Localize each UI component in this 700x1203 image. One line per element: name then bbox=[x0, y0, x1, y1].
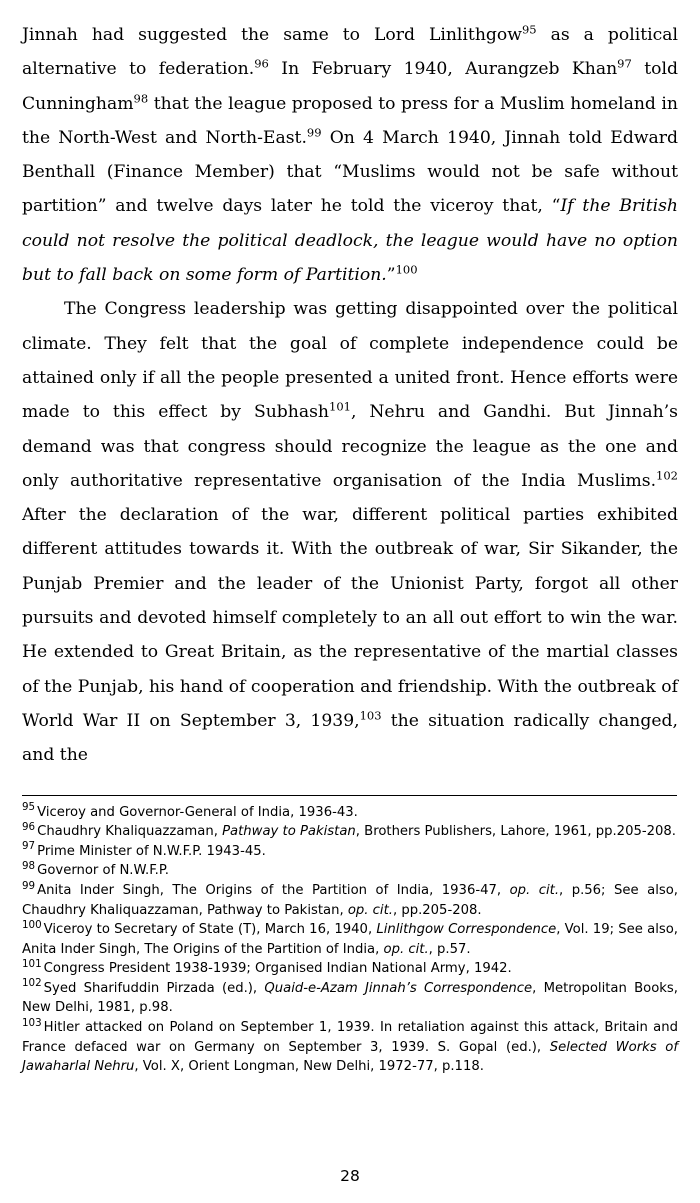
footnote-reference: 98 bbox=[133, 90, 149, 105]
footnote-italic-run: Quaid-e-Azam Jinnah’s Correspondence bbox=[264, 980, 533, 996]
footnote-text-run: , Vol. 19; See also, Anita Inder Singh, The Origins of the Partition of India, bbox=[22, 922, 678, 957]
footnote-marker: 101 bbox=[22, 957, 42, 970]
footnote-italic-run: Selected Works of Jawaharlal Nehru bbox=[22, 1039, 678, 1075]
footnote-text-run: , Metropolitan Books, New Delhi, 1981, p.98. bbox=[22, 980, 678, 1016]
text-run: as a political alternative to federation. bbox=[22, 25, 678, 80]
footnote-text-run: , p.57. bbox=[428, 941, 471, 957]
footnote-item bbox=[22, 803, 678, 823]
body-text-block bbox=[22, 18, 678, 773]
footnote-item bbox=[22, 861, 678, 881]
footnote-text-run: , Vol. X, Orient Longman, New Delhi, 1972-77, p.118. bbox=[134, 1059, 484, 1075]
footnote-text-run: , Brothers Publishers, Lahore, 1961, pp.205-208. bbox=[355, 824, 676, 840]
text-run: told Cunningham bbox=[22, 59, 678, 114]
footnote-text-run: Syed Sharifuddin Pirzada (ed.), bbox=[43, 980, 265, 996]
footnote-marker: 103 bbox=[22, 1016, 42, 1029]
footnote-reference: 100 bbox=[395, 262, 418, 277]
footnote-marker: 95 bbox=[22, 801, 36, 814]
footnote-italic-run: Pathway to Pakistan bbox=[222, 824, 356, 840]
footnote-reference: 96 bbox=[254, 56, 269, 71]
footnotes-block bbox=[22, 795, 678, 1077]
footnote-text-run: Congress President 1938-1939; Organised Indian National Army, 1942. bbox=[43, 961, 512, 977]
footnote-reference: 101 bbox=[329, 399, 351, 414]
footnote-text-run: Viceroy to Secretary of State (T), March 16, 1940, bbox=[43, 922, 377, 938]
footnote-separator-rule bbox=[22, 795, 677, 796]
footnote-text-run: Governor of N.W.F.P. bbox=[37, 863, 169, 879]
footnote-text-run: Prime Minister of N.W.F.P. 1943-45. bbox=[37, 843, 266, 859]
footnote-marker: 98 bbox=[22, 859, 36, 872]
footnote-item bbox=[22, 979, 678, 1018]
footnote-item bbox=[22, 1018, 678, 1077]
footnote-reference: 99 bbox=[306, 125, 322, 140]
footnote-item bbox=[22, 842, 678, 862]
text-run: In February 1940, Aurangzeb Khan bbox=[268, 59, 618, 80]
text-run: the situation radically changed, and the bbox=[22, 710, 678, 766]
footnote-italic-run: op. cit. bbox=[347, 902, 393, 918]
footnote-item bbox=[22, 959, 678, 979]
footnote-text-run: , pp.205-208. bbox=[392, 902, 482, 918]
text-run: The Congress leadership was getting disappointed over the political climate. They felt that the goal of complete independence could be attained only if all the people presented a united front. Hence efforts were made to this effect by Subhash bbox=[22, 299, 678, 423]
footnote-italic-run: op. cit. bbox=[509, 882, 560, 898]
text-run: Jinnah had suggested the same to Lord Linlithgow bbox=[22, 25, 522, 45]
text-run: On 4 March 1940, Jinnah told Edward Benthall (Finance Member) that “Muslims would not be safe without partition” and twelve days later he told the viceroy that, “ bbox=[22, 127, 678, 217]
footnote-list bbox=[22, 803, 678, 1077]
paragraph-1 bbox=[22, 18, 678, 292]
footnote-marker: 102 bbox=[22, 977, 42, 990]
footnote-text-run: , p.56; See also, Chaudhry Khaliquazzaman, Pathway to Pakistan, bbox=[22, 882, 678, 918]
footnote-marker: 96 bbox=[22, 820, 36, 833]
footnote-text-run: Viceroy and Governor-General of India, 1936-43. bbox=[37, 804, 358, 820]
footnote-marker: 97 bbox=[22, 840, 36, 853]
footnote-text-run: Chaudhry Khaliquazzaman, bbox=[37, 824, 223, 840]
footnote-italic-run: Linlithgow Correspondence bbox=[376, 922, 557, 938]
footnote-reference: 97 bbox=[617, 56, 632, 71]
footnote-reference: 95 bbox=[521, 22, 537, 37]
paragraph-2 bbox=[22, 292, 678, 772]
footnote-italic-run: op. cit. bbox=[383, 941, 429, 957]
footnote-text-run: Anita Inder Singh, The Origins of the Partition of India, 1936-47, bbox=[37, 882, 510, 898]
text-run: , Nehru and Gandhi. But Jinnah’s demand was that congress should recognize the league as the one and only authoritative representative organisation of the India Muslims. bbox=[22, 402, 678, 491]
footnote-marker: 99 bbox=[22, 879, 36, 892]
footnote-item bbox=[22, 920, 678, 959]
text-run: After the declaration of the war, different political parties exhibited different attitudes towards it. With the outbreak of war, Sir Sikander, the Punjab Premier and the leader of the Unionist Party, forgot all other pursuits and devoted himself completely to an all out effort to win the war. He extended to Great Britain, as the representative of the martial classes of the Punjab, his hand of cooperation and friendship. With the outbreak of World War II on September 3, 1939, bbox=[22, 505, 678, 731]
footnote-reference: 103 bbox=[359, 708, 382, 723]
footnote-item bbox=[22, 822, 678, 842]
text-run: that the league proposed to press for a Muslim homeland in the North-West and North-East. bbox=[22, 93, 678, 148]
footnote-item bbox=[22, 881, 678, 920]
footnote-text-run: Hitler attacked on Poland on September 1, 1939. In retaliation against this attack, Britain and France defaced war on Germany on September 3, 1939. S. Gopal (ed.), bbox=[22, 1020, 678, 1055]
footnote-marker: 100 bbox=[22, 918, 42, 931]
footnote-reference: 102 bbox=[656, 468, 678, 483]
italic-run: If the British could not resolve the political deadlock, the league would have no option but to fall back on some form of Partition. bbox=[22, 196, 678, 286]
text-run: ” bbox=[386, 265, 396, 286]
page-number: 28 bbox=[340, 1167, 360, 1185]
